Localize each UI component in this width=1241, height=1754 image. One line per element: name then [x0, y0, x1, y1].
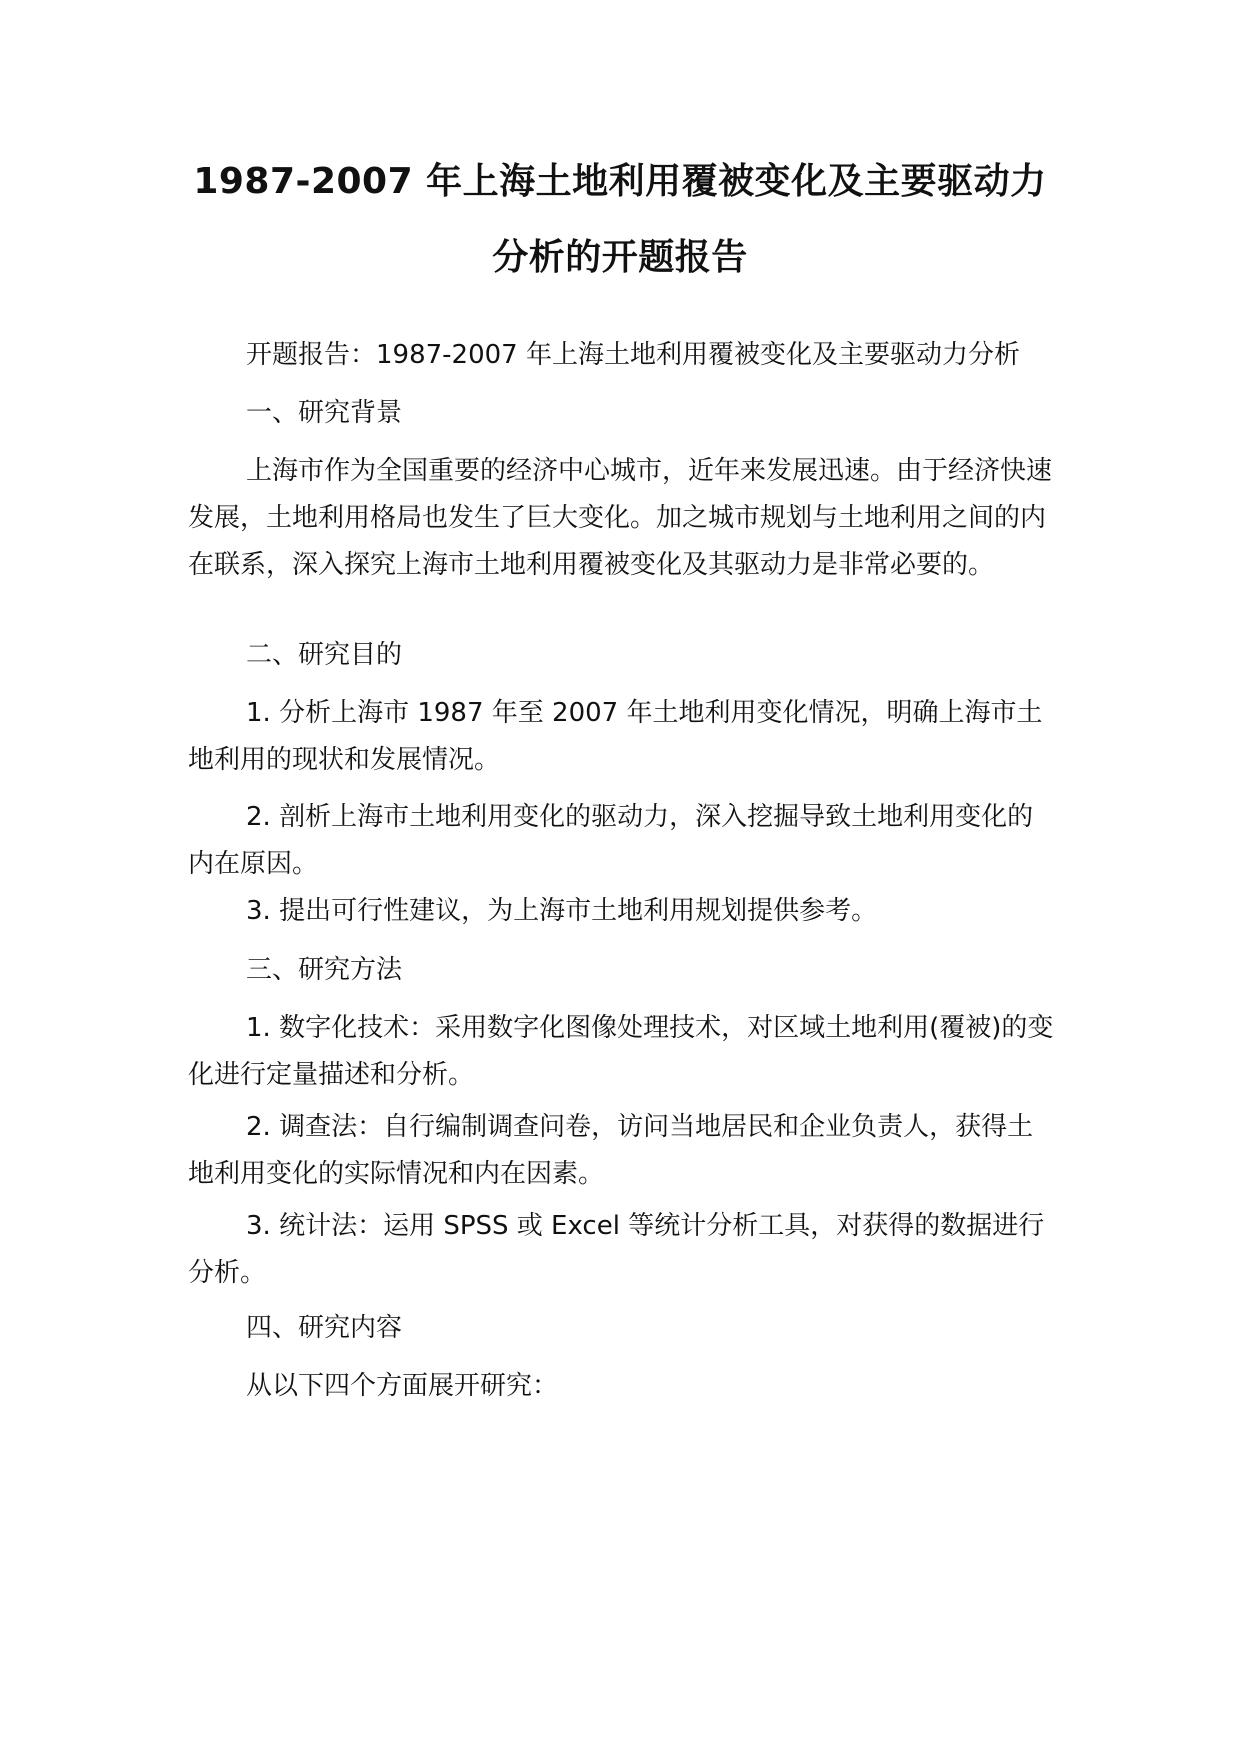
section-heading-purpose: 二、研究目的 — [246, 640, 403, 670]
section-heading-content: 四、研究内容 — [246, 1313, 403, 1343]
method-item-1: 1. 数字化技术：采用数字化图像处理技术，对区域土地利用(覆被)的变化进行定量描述和分析。 — [188, 1013, 1054, 1090]
intro-paragraph: 开题报告：1987-2007 年上海土地利用覆被变化及主要驱动力分析 — [246, 340, 1020, 370]
purpose-item-2: 2. 剖析上海市土地利用变化的驱动力，深入挖掘导致土地利用变化的内在原因。 — [188, 802, 1034, 879]
method-item-3: 3. 统计法：运用 SPSS 或 Excel 等统计分析工具，对获得的数据进行分析。 — [188, 1211, 1045, 1288]
purpose-item-3: 3. 提出可行性建议，为上海市土地利用规划提供参考。 — [246, 896, 878, 926]
document-title-line-2: 分析的开题报告 — [492, 237, 748, 278]
document-title-line-1: 1987-2007 年上海土地利用覆被变化及主要驱动力 — [193, 161, 1047, 202]
section-heading-methods: 三、研究方法 — [246, 955, 403, 985]
purpose-item-1: 1. 分析上海市 1987 年至 2007 年土地利用变化情况，明确上海市土地利用的现状和发展情况。 — [188, 698, 1043, 775]
content-intro: 从以下四个方面展开研究： — [246, 1371, 559, 1401]
background-paragraph: 上海市作为全国重要的经济中心城市，近年来发展迅速。由于经济快速发展，土地利用格局也发生了巨大变化。加之城市规划与土地利用之间的内在联系，深入探究上海市土地利用覆被变化及其驱动力是非常必要的。 — [188, 456, 1053, 580]
method-item-2: 2. 调查法：自行编制调查问卷，访问当地居民和企业负责人，获得土地利用变化的实际情况和内在因素。 — [188, 1112, 1034, 1189]
section-heading-background: 一、研究背景 — [246, 398, 403, 428]
